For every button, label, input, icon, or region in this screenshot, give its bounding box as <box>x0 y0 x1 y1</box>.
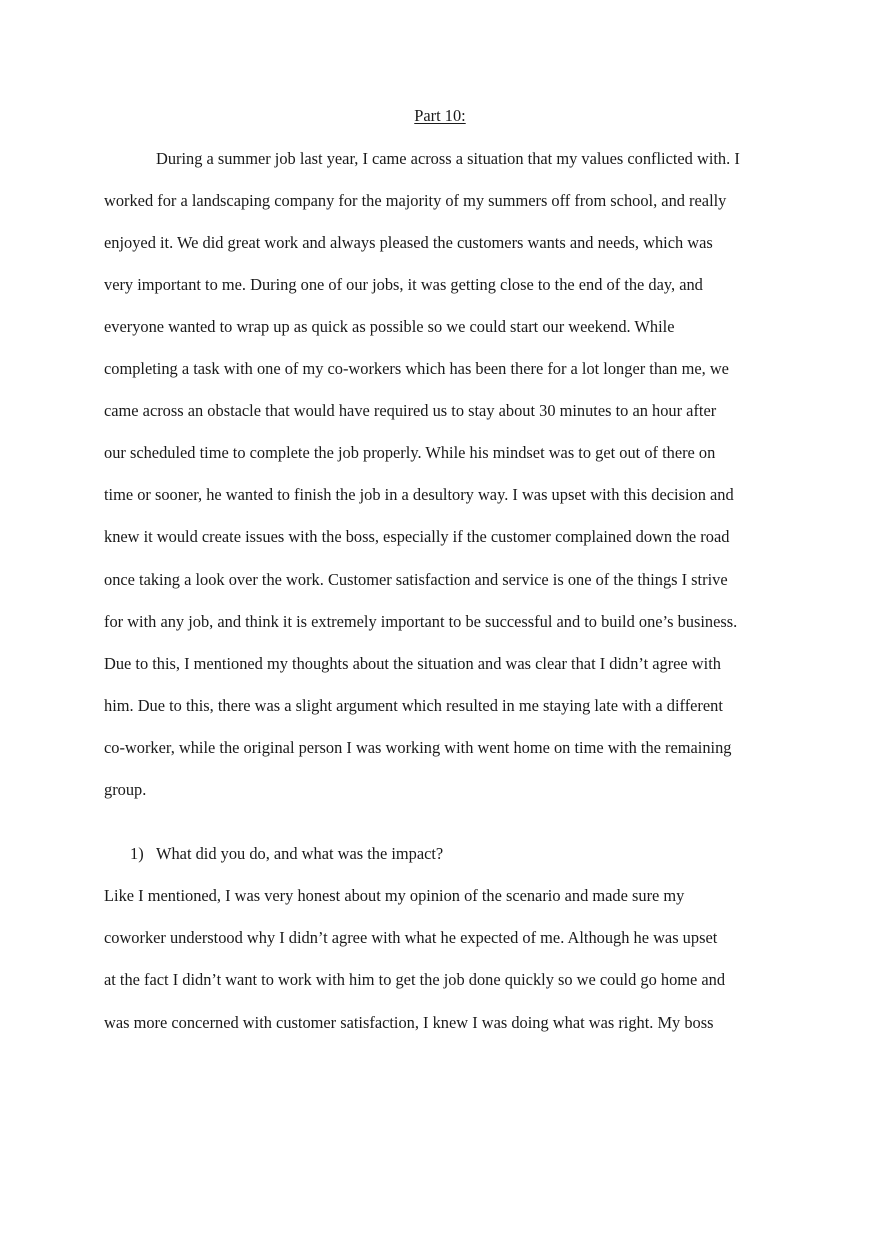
paragraph-line: completing a task with one of my co-workers which has been there for a lot longer than me, we <box>104 359 729 378</box>
paragraph-line: knew it would create issues with the boss, especially if the customer complained down the road <box>104 527 730 546</box>
paragraph-line: for with any job, and think it is extremely important to be successful and to build one’s business. <box>104 612 738 631</box>
paragraph-line: co-worker, while the original person I was working with went home on time with the remaining <box>104 738 732 757</box>
paragraph-line: time or sooner, he wanted to finish the job in a desultory way. I was upset with this decision and <box>104 485 734 504</box>
paragraph-line: came across an obstacle that would have required us to stay about 30 minutes to an hour after <box>104 401 717 420</box>
paragraph-line: group. <box>104 780 147 799</box>
paragraph-line: everyone wanted to wrap up as quick as possible so we could start our weekend. While <box>104 317 675 336</box>
paragraph-line: worked for a landscaping company for the majority of my summers off from school, and really <box>104 191 727 210</box>
paragraph-line: once taking a look over the work. Customer satisfaction and service is one of the things I strive <box>104 570 728 589</box>
paragraph-line: very important to me. During one of our jobs, it was getting close to the end of the day, and <box>104 275 703 294</box>
question-text: What did you do, and what was the impact? <box>156 844 444 863</box>
page-title-text: Part 10: <box>414 106 466 125</box>
answer-line: was more concerned with customer satisfaction, I knew I was doing what was right. My boss <box>104 1013 714 1032</box>
question-number: 1) <box>130 844 144 863</box>
paragraph-line: Due to this, I mentioned my thoughts about the situation and was clear that I didn’t agree with <box>104 654 721 673</box>
paragraph-line: our scheduled time to complete the job properly. While his mindset was to get out of there on <box>104 443 716 462</box>
paragraph-line: enjoyed it. We did great work and always pleased the customers wants and needs, which was <box>104 233 713 252</box>
answer-line: at the fact I didn’t want to work with him to get the job done quickly so we could go home and <box>104 970 726 989</box>
paragraph-line: During a summer job last year, I came across a situation that my values conflicted with. I <box>156 149 740 168</box>
paragraph-line: him. Due to this, there was a slight argument which resulted in me staying late with a different <box>104 696 723 715</box>
answer-line: Like I mentioned, I was very honest about my opinion of the scenario and made sure my <box>104 886 685 905</box>
answer-line: coworker understood why I didn’t agree with what he expected of me. Although he was upset <box>104 928 718 947</box>
page-title <box>0 106 880 126</box>
